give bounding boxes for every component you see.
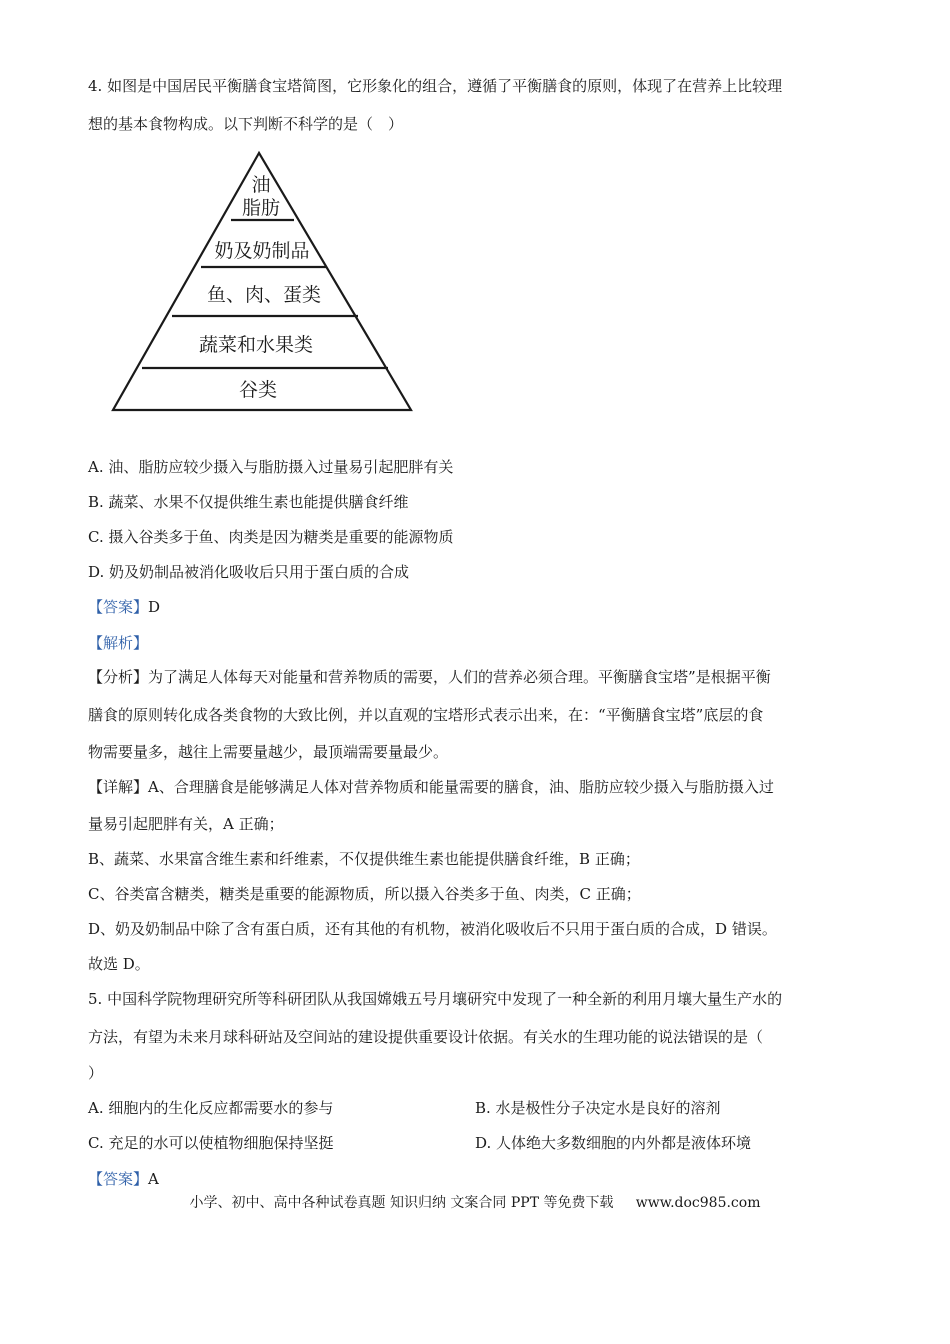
footer-text: 小学、初中、高中各种试卷真题 知识归纳 文案合同 PPT 等免费下载 [189,1195,614,1211]
q4-xiangjie-line-2: 量易引起肥胖有关，A 正确； [88,815,284,833]
q4-xiangjie-c: C、谷类富含糖类，糖类是重要的能源物质，所以摄入谷类多于鱼、肉类，C 正确； [88,885,641,903]
q4-fenxi-line-3: 物需要量多，越往上需要量越少，最顶端需要量最少。 [88,743,449,761]
q5-option-a: A. 细胞内的生化反应都需要水的参与 [88,1099,334,1117]
q5-answer [88,1169,159,1189]
answer-tag: 【答案】 [88,1170,149,1188]
food-pyramid-diagram [108,150,418,415]
pyramid-label-oil: 油 [251,174,271,196]
pyramid-label-grains: 谷类 [238,379,278,401]
q4-stem-line-1: 4. 如图是中国居民平衡膳食宝塔简图，它形象化的组合，遵循了平衡膳食的原则，体现了在营养上比较理 [88,77,783,95]
pyramid-label-milk: 奶及奶制品 [214,240,310,262]
q4-xiangjie-d: D、奶及奶制品中除了含有蛋白质，还有其他的有机物，被消化吸收后不只用于蛋白质的合成，D 错误。 [88,920,777,938]
q4-fenxi-line-2: 膳食的原则转化成各类食物的大致比例，并以直观的宝塔形式表示出来，在：“平衡膳食宝塔”底层的食 [88,706,764,724]
q4-option-d: D. 奶及奶制品被消化吸收后只用于蛋白质的合成 [88,563,410,581]
q5-option-d: D. 人体绝大多数细胞的内外都是液体环境 [475,1134,752,1152]
answer-value: A [148,1170,159,1188]
q4-option-a: A. 油、脂肪应较少摄入与脂肪摄入过量易引起肥胖有关 [88,458,454,476]
q4-xiangjie-line-1 [88,777,774,797]
pyramid-label-fat: 脂肪 [241,197,281,219]
page-footer [0,1192,950,1212]
fenxi-tag: 【分析】 [88,668,149,686]
q4-stem-line-2: 想的基本食物构成。以下判断不科学的是（ ） [88,115,404,133]
q4-conclusion: 故选 D。 [88,955,150,973]
q5-stem-line-1: 5. 中国科学院物理研究所等科研团队从我国嫦娥五号月壤研究中发现了一种全新的利用月壤大量生产水的 [88,990,783,1008]
q4-fenxi-line-1 [88,667,771,687]
xiangjie-tag: 【详解】 [88,778,149,796]
xiangjie-text-1: A、合理膳食是能够满足人体对营养物质和能量需要的膳食，油、脂肪应较少摄入与脂肪摄入过 [148,778,774,796]
pyramid-label-fish-meat-egg: 鱼、肉、蛋类 [206,284,322,306]
pyramid-label-vegetables-fruits: 蔬菜和水果类 [198,334,314,356]
q4-analysis-heading [88,633,148,653]
footer-site-link[interactable]: www.doc985.com [635,1195,761,1211]
analysis-tag: 【解析】 [88,634,149,652]
q5-option-c: C. 充足的水可以使植物细胞保持坚挺 [88,1134,334,1152]
q4-answer [88,597,160,617]
q5-option-b: B. 水是极性分子决定水是良好的溶剂 [475,1099,721,1117]
q4-xiangjie-b: B、蔬菜、水果富含维生素和纤维素，不仅提供维生素也能提供膳食纤维，B 正确； [88,850,640,868]
q4-option-b: B. 蔬菜、水果不仅提供维生素也能提供膳食纤维 [88,493,409,511]
q4-option-c: C. 摄入谷类多于鱼、肉类是因为糖类是重要的能源物质 [88,528,454,546]
q5-stem-line-2: 方法，有望为未来月球科研站及空间站的建设提供重要设计依据。有关水的生理功能的说法错误的是（ [88,1028,764,1046]
fenxi-text-1: 为了满足人体每天对能量和营养物质的需要，人们的营养必须合理。平衡膳食宝塔”是根据平衡 [148,668,771,686]
q5-stem-line-3: ） [88,1064,104,1082]
answer-value: D [148,598,161,616]
answer-tag: 【答案】 [88,598,149,616]
